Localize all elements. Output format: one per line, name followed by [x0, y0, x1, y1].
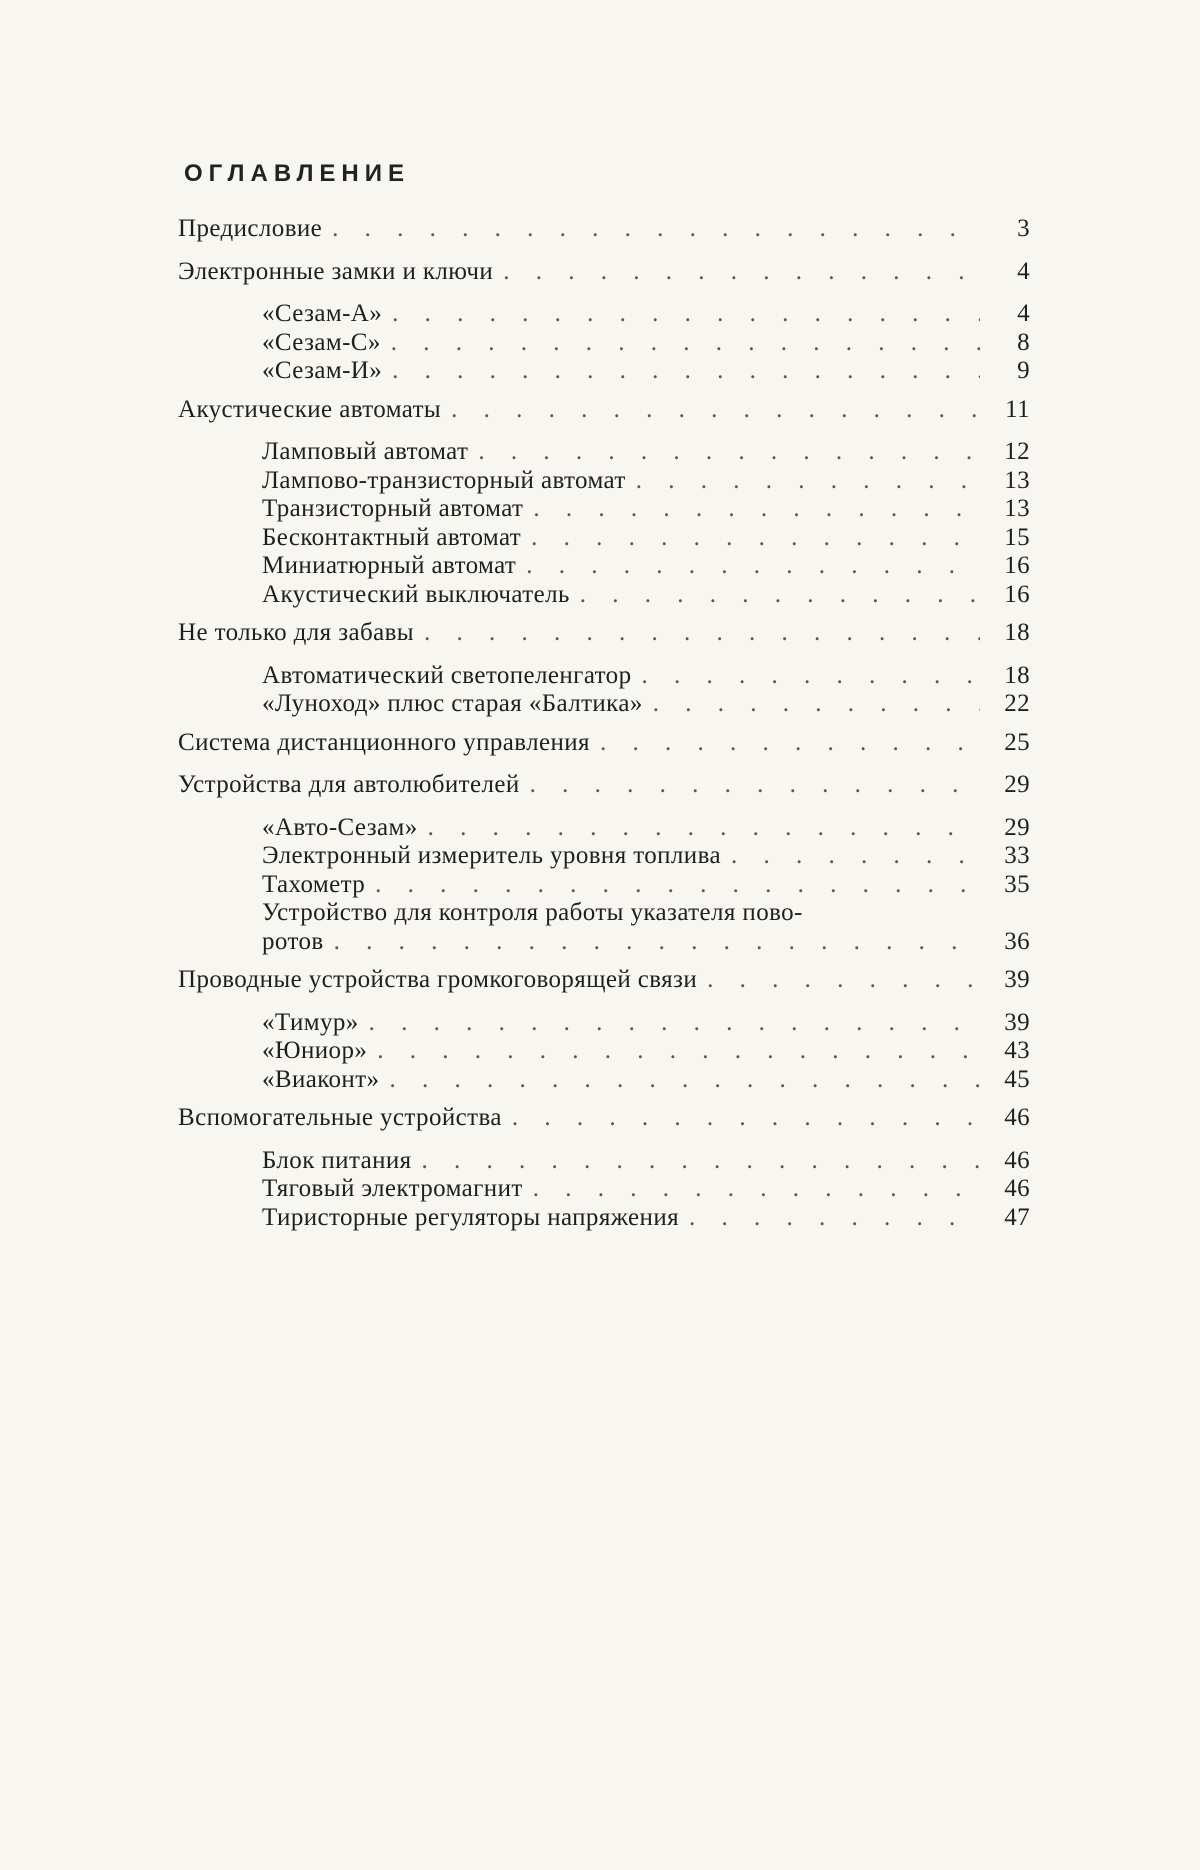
entry-title: Вспомогательные устройства [178, 1104, 502, 1131]
toc-subentry[interactable] [178, 1009, 1030, 1038]
entry-title: Акустический выключатель [262, 580, 570, 608]
toc-subentry[interactable] [178, 438, 1030, 467]
toc-section [178, 966, 1030, 1094]
dot-leader [391, 329, 980, 358]
toc-entry[interactable] [178, 966, 1030, 995]
dot-leader [422, 1147, 980, 1176]
entry-title: Устройства для автолюбителей [178, 771, 520, 798]
toc-section [178, 619, 1030, 719]
entry-page: 4 [1017, 300, 1030, 327]
entry-page: 25 [1004, 728, 1030, 756]
dot-leader [334, 928, 980, 957]
dot-leader [533, 1175, 980, 1204]
toc-subentry[interactable] [178, 899, 1030, 956]
entry-page: 3 [1017, 215, 1030, 242]
entry-page: 46 [1004, 1146, 1030, 1174]
toc-subentry[interactable] [178, 871, 1030, 900]
entry-title: Акустические автоматы [178, 395, 442, 423]
entry-title: Не только для забавы [178, 619, 415, 646]
toc-section [178, 729, 1030, 758]
entry-page: 13 [1004, 466, 1030, 494]
entry-title: «Юниор» [262, 1037, 368, 1064]
entry-page: 12 [1004, 438, 1030, 465]
entry-page: 18 [1004, 661, 1030, 689]
entry-title: Проводные устройства громкоговорящей связи [178, 966, 698, 993]
entry-title-continuation-line [262, 928, 1030, 957]
entry-page: 36 [1004, 927, 1030, 955]
dot-leader [707, 966, 980, 995]
dot-leader [332, 215, 980, 244]
entry-page: 47 [1004, 1203, 1030, 1231]
entry-page: 16 [1004, 552, 1030, 579]
entry-page: 13 [1004, 495, 1030, 522]
toc-subentry[interactable] [178, 1037, 1030, 1066]
dot-leader [653, 690, 980, 719]
toc-list [178, 215, 1030, 1242]
entry-page: 46 [1004, 1104, 1030, 1131]
dot-leader [600, 729, 980, 758]
dot-leader [530, 771, 980, 800]
entry-title: «Виаконт» [262, 1065, 380, 1093]
entry-page: 15 [1004, 523, 1030, 551]
dot-leader [389, 1066, 980, 1095]
entry-title: «Сезам-И» [262, 357, 383, 384]
entry-title: Ламповый автомат [262, 438, 469, 465]
dot-leader [392, 357, 980, 386]
toc-section [178, 771, 1030, 956]
entry-page: 22 [1004, 690, 1030, 717]
entry-page: 16 [1004, 580, 1030, 608]
entry-page: 9 [1017, 357, 1030, 384]
entry-title: «Авто-Сезам» [262, 813, 418, 841]
toc-section [178, 396, 1030, 610]
entry-title: Миниатюрный автомат [262, 552, 517, 579]
toc-subentry[interactable] [178, 300, 1030, 329]
dot-leader [636, 467, 980, 496]
toc-entry[interactable] [178, 619, 1030, 648]
entry-title: Лампово-транзисторный автомат [262, 466, 626, 494]
toc-subentry[interactable] [178, 1204, 1030, 1233]
toc-entry[interactable] [178, 258, 1030, 287]
entry-page: 8 [1017, 328, 1030, 356]
entry-title-continuation: ротов [262, 927, 324, 955]
entry-title: «Сезам-А» [262, 300, 383, 327]
entry-title: «Луноход» плюс старая «Балтика» [262, 690, 643, 717]
entry-title: Транзисторный автомат [262, 495, 524, 522]
dot-leader [503, 258, 980, 287]
dot-leader [424, 619, 980, 648]
dot-leader [531, 524, 980, 553]
toc-subentry[interactable] [178, 662, 1030, 691]
toc-section [178, 1104, 1030, 1232]
toc-subentry[interactable] [178, 1066, 1030, 1095]
dot-leader [526, 552, 980, 581]
dot-leader [689, 1204, 980, 1233]
entry-title: «Сезам-С» [262, 328, 381, 356]
entry-title: Предисловие [178, 215, 323, 242]
toc-section [178, 215, 1030, 244]
toc-subentry[interactable] [178, 581, 1030, 610]
dot-leader [533, 495, 980, 524]
toc-subentry[interactable] [178, 690, 1030, 719]
entry-title: Электронный измеритель уровня топлива [262, 842, 721, 869]
entry-page: 29 [1004, 813, 1030, 841]
dot-leader [580, 581, 980, 610]
entry-page: 29 [1004, 771, 1030, 798]
entry-page: 45 [1004, 1065, 1030, 1093]
entry-title: Тиристорные регуляторы напряжения [262, 1203, 680, 1231]
entry-title: Электронные замки и ключи [178, 257, 494, 285]
toc-entry[interactable] [178, 729, 1030, 758]
entry-page: 46 [1004, 1175, 1030, 1202]
toc-entry[interactable] [178, 1104, 1030, 1133]
toc-subentry[interactable] [178, 495, 1030, 524]
dot-leader [731, 842, 980, 871]
entry-title: Бесконтактный автомат [262, 523, 522, 551]
dot-leader [478, 438, 980, 467]
dot-leader [375, 871, 980, 900]
toc-subentry[interactable] [178, 357, 1030, 386]
dot-leader [451, 396, 980, 425]
entry-page: 39 [1004, 966, 1030, 993]
toc-subentry[interactable] [178, 552, 1030, 581]
entry-page: 35 [1004, 870, 1030, 898]
entry-title: Автоматический светопеленгатор [262, 661, 632, 689]
entry-title: Блок питания [262, 1146, 412, 1174]
dot-leader [369, 1009, 980, 1038]
entry-title: Тахометр [262, 870, 366, 898]
dot-leader [512, 1104, 980, 1133]
toc-heading: ОГЛАВЛЕНИЕ [184, 160, 411, 187]
entry-page: 33 [1004, 842, 1030, 869]
entry-title: «Тимур» [262, 1008, 359, 1036]
toc-subentry[interactable] [178, 1175, 1030, 1204]
toc-entry[interactable] [178, 396, 1030, 425]
toc-subentry[interactable] [178, 329, 1030, 358]
toc-section [178, 258, 1030, 386]
toc-subentry[interactable] [178, 524, 1030, 553]
entry-page: 18 [1004, 619, 1030, 646]
dot-leader [428, 814, 980, 843]
toc-subentry[interactable] [178, 467, 1030, 496]
entry-page: 43 [1004, 1037, 1030, 1064]
entry-page: 11 [1005, 395, 1030, 423]
toc-subentry[interactable] [178, 842, 1030, 871]
entry-title: Система дистанционного управления [178, 728, 590, 756]
dot-leader [392, 300, 980, 329]
entry-title: Тяговый электромагнит [262, 1175, 523, 1202]
toc-entry[interactable] [178, 215, 1030, 244]
dot-leader [377, 1037, 980, 1066]
dot-leader [641, 662, 980, 691]
toc-entry[interactable] [178, 771, 1030, 800]
entry-page: 39 [1004, 1008, 1030, 1036]
entry-page: 4 [1017, 257, 1030, 285]
toc-subentry[interactable] [178, 1147, 1030, 1176]
entry-title: Устройство для контроля работы указателя пово- [262, 899, 803, 926]
toc-subentry[interactable] [178, 814, 1030, 843]
